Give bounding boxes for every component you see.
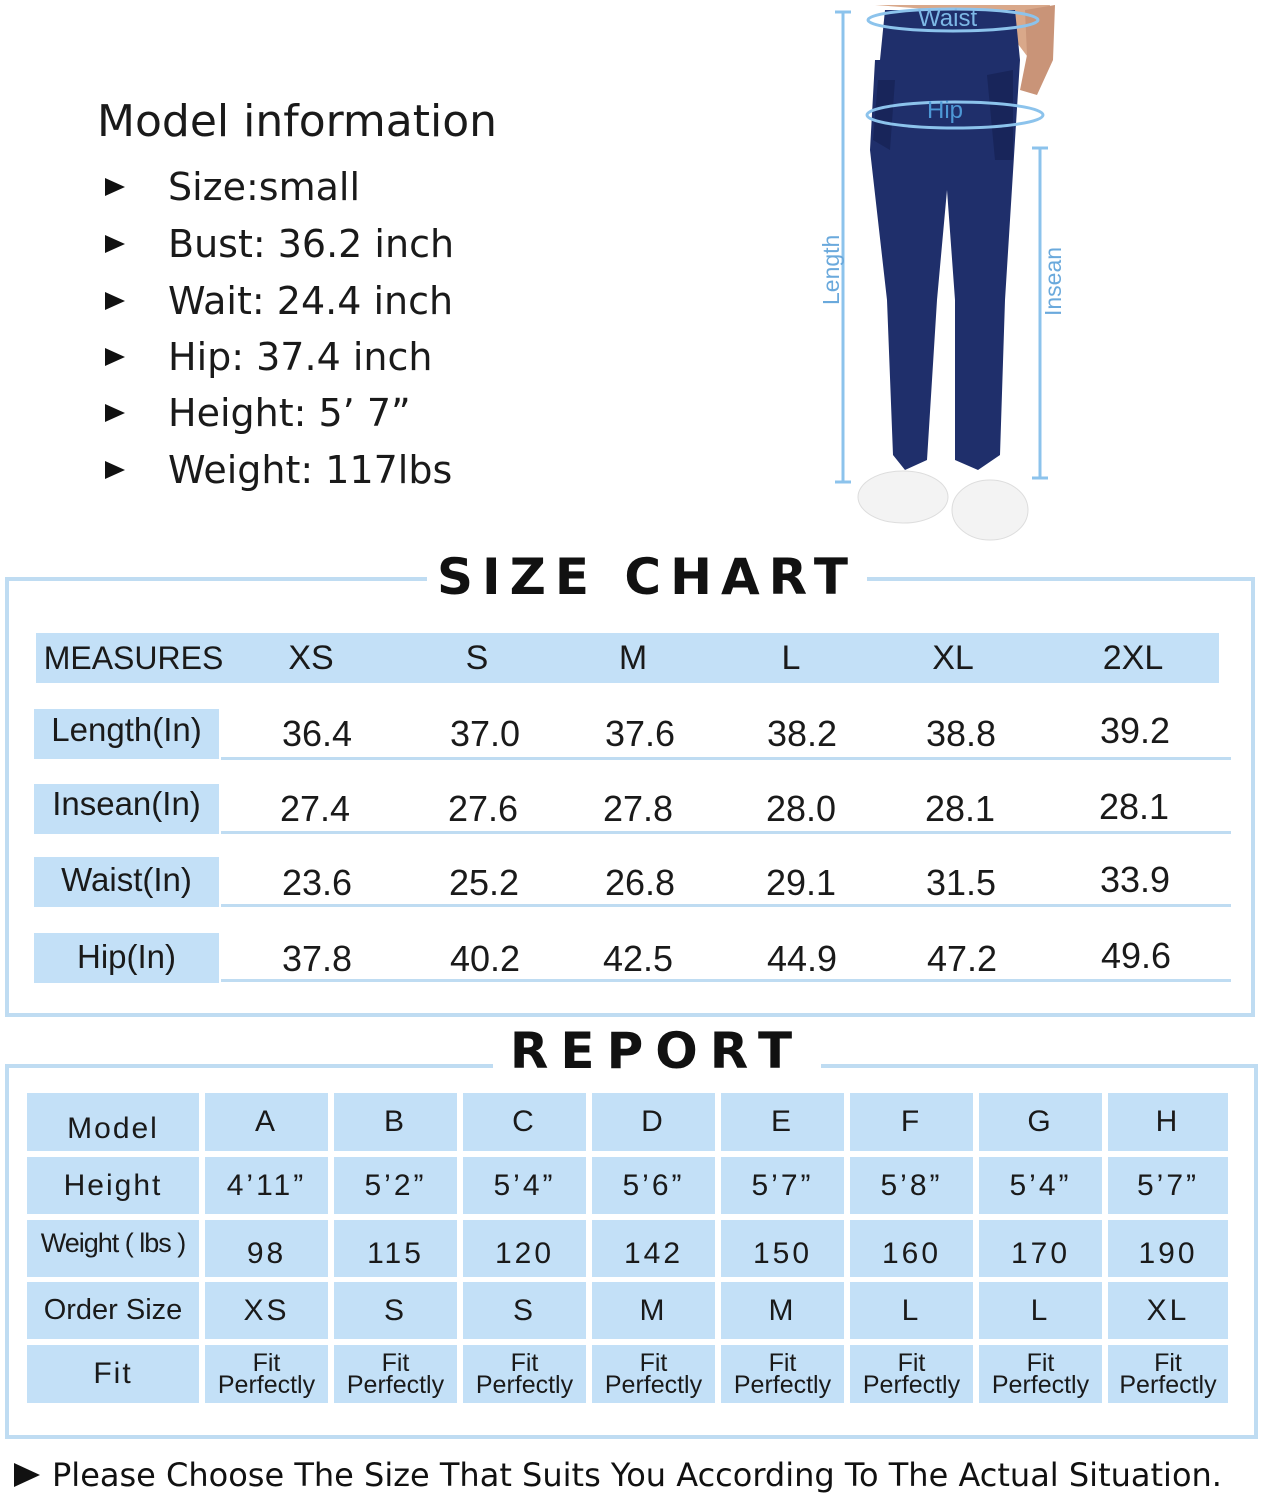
- measure-value: 26.8: [604, 862, 676, 903]
- size-header: M: [618, 638, 648, 677]
- arrow-bullet-icon: [105, 461, 125, 479]
- footer-note: Please Choose The Size That Suits You According To The Actual Situation.: [14, 1456, 1222, 1494]
- model-info-item: Height: 5’ 7”: [105, 388, 411, 438]
- report-title: REPORT: [493, 1022, 821, 1082]
- report-weight-cell: 150: [721, 1220, 844, 1277]
- measure-value: 28.1: [1098, 786, 1170, 827]
- row-divider: [221, 831, 1231, 834]
- measure-value: 42.5: [602, 938, 674, 979]
- measure-value: 49.6: [1100, 935, 1172, 976]
- measure-value: 23.6: [281, 862, 353, 903]
- report-fit-cell: Fit Perfectly: [721, 1345, 844, 1403]
- row-divider: [221, 904, 1231, 907]
- arrow-bullet-icon: [105, 178, 125, 196]
- report-weight-cell: 115: [334, 1220, 457, 1277]
- report-order-size-cell: L: [850, 1282, 973, 1339]
- report-model-cell: E: [721, 1093, 844, 1151]
- measure-value: 31.5: [925, 862, 997, 903]
- measure-value: 33.9: [1099, 859, 1171, 900]
- report-height-cell: 5’4”: [979, 1157, 1102, 1214]
- report-fit-cell: Fit Perfectly: [850, 1345, 973, 1403]
- report-row-label: Height: [27, 1157, 199, 1214]
- size-chart-corner-label: MEASURES: [43, 639, 224, 676]
- measure-value: 38.2: [766, 713, 838, 754]
- measure-value: 37.0: [449, 713, 521, 754]
- report-height-cell: 5’7”: [1108, 1157, 1228, 1214]
- report-height-cell: 5’6”: [592, 1157, 715, 1214]
- report-row-label: Model: [27, 1093, 199, 1151]
- report-order-size-cell: M: [721, 1282, 844, 1339]
- report-fit-cell: Fit Perfectly: [979, 1345, 1102, 1403]
- measure-value: 44.9: [766, 938, 838, 979]
- report-model-cell: G: [979, 1093, 1102, 1151]
- inseam-label: Insean: [1040, 246, 1066, 316]
- measure-value: 27.6: [447, 788, 519, 829]
- measure-label: Waist(In): [61, 861, 192, 898]
- report-model-cell: D: [592, 1093, 715, 1151]
- report-height-cell: 5’7”: [721, 1157, 844, 1214]
- report-model-cell: B: [334, 1093, 457, 1151]
- model-info-item: Wait: 24.4 inch: [105, 276, 453, 326]
- report-model-cell: H: [1108, 1093, 1228, 1151]
- waist-label: Waist: [918, 5, 978, 32]
- report-weight-cell: 120: [463, 1220, 586, 1277]
- measure-label: Insean(In): [52, 785, 201, 822]
- report-weight-cell: 170: [979, 1220, 1102, 1277]
- arrow-bullet-icon: [105, 404, 125, 422]
- report-weight-cell: 190: [1108, 1220, 1228, 1277]
- model-info-item: Hip: 37.4 inch: [105, 332, 432, 382]
- size-header: XS: [288, 638, 334, 677]
- report-height-cell: 5’8”: [850, 1157, 973, 1214]
- shoe-image: [858, 471, 948, 523]
- measure-value: 27.8: [602, 788, 674, 829]
- report-weight-cell: 98: [205, 1220, 328, 1277]
- report-fit-cell: Fit Perfectly: [463, 1345, 586, 1403]
- measure-value: 39.2: [1099, 710, 1171, 751]
- report-fit-cell: Fit Perfectly: [205, 1345, 328, 1403]
- report-height-cell: 5’4”: [463, 1157, 586, 1214]
- hip-label: Hip: [927, 97, 964, 124]
- measure-value: 36.4: [281, 713, 353, 754]
- measure-value: 27.4: [279, 788, 351, 829]
- report-model-cell: A: [205, 1093, 328, 1151]
- report-order-size-cell: L: [979, 1282, 1102, 1339]
- size-header: 2XL: [1102, 638, 1164, 677]
- row-divider: [221, 757, 1231, 760]
- report-order-size-cell: S: [334, 1282, 457, 1339]
- pants-measurement-figure: [815, 0, 1066, 560]
- report-height-cell: 4’11”: [205, 1157, 328, 1214]
- measure-label: Length(In): [51, 711, 202, 748]
- size-header: XL: [932, 638, 974, 677]
- length-label: Length: [818, 234, 844, 305]
- report-row-label: Order Size: [27, 1282, 199, 1339]
- report-weight-cell: 142: [592, 1220, 715, 1277]
- measure-value: 37.6: [604, 713, 676, 754]
- model-info-title: Model information: [97, 96, 498, 147]
- measure-value: 38.8: [925, 713, 997, 754]
- report-fit-cell: Fit Perfectly: [334, 1345, 457, 1403]
- measure-label: Hip(In): [76, 938, 177, 975]
- model-info-item: Weight: 117lbs: [105, 445, 452, 495]
- arrow-bullet-icon: [105, 348, 125, 366]
- measure-value: 29.1: [765, 862, 837, 903]
- report-order-size-cell: XS: [205, 1282, 328, 1339]
- arrow-bullet-icon: [105, 235, 125, 253]
- measure-value: 28.1: [924, 788, 996, 829]
- report-model-cell: F: [850, 1093, 973, 1151]
- measure-value: 28.0: [765, 788, 837, 829]
- measure-value: 40.2: [449, 938, 521, 979]
- report-order-size-cell: M: [592, 1282, 715, 1339]
- measure-value: 25.2: [448, 862, 520, 903]
- shoe-image: [952, 480, 1028, 540]
- row-divider: [221, 979, 1231, 982]
- size-header: S: [465, 638, 489, 677]
- model-info-item: Size:small: [105, 162, 360, 212]
- report-row-label: Weight ( lbs ): [27, 1220, 199, 1277]
- report-height-cell: 5’2”: [334, 1157, 457, 1214]
- report-model-cell: C: [463, 1093, 586, 1151]
- measure-value: 37.8: [281, 938, 353, 979]
- report-order-size-cell: XL: [1108, 1282, 1228, 1339]
- report-fit-cell: Fit Perfectly: [1108, 1345, 1228, 1403]
- arrow-bullet-icon: [14, 1463, 40, 1487]
- arrow-bullet-icon: [105, 292, 125, 310]
- size-chart-title: SIZE CHART: [427, 548, 867, 608]
- size-header: L: [781, 638, 801, 677]
- report-fit-cell: Fit Perfectly: [592, 1345, 715, 1403]
- report-row-label: Fit: [27, 1345, 199, 1403]
- model-info-item: Bust: 36.2 inch: [105, 219, 454, 269]
- measure-value: 47.2: [926, 938, 998, 979]
- report-weight-cell: 160: [850, 1220, 973, 1277]
- report-order-size-cell: S: [463, 1282, 586, 1339]
